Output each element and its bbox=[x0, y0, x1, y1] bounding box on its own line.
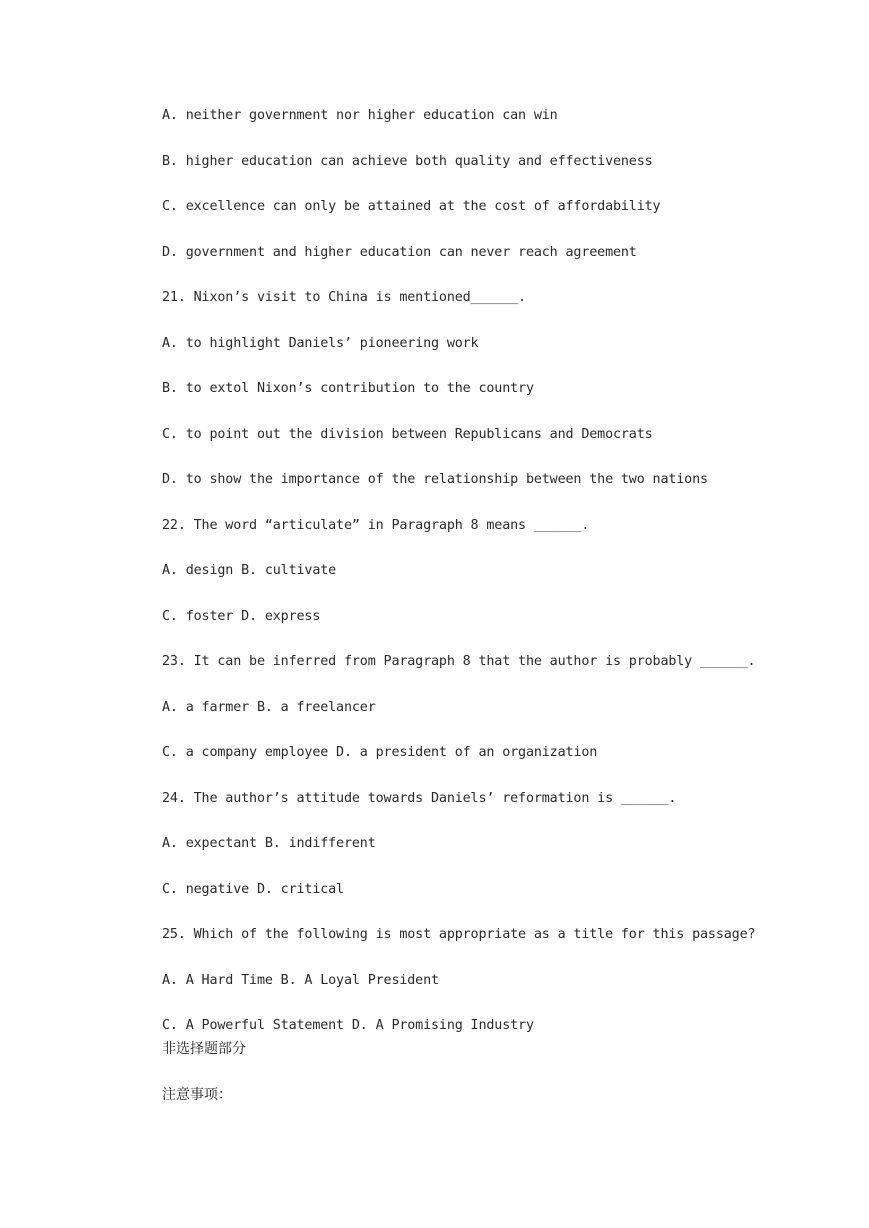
q21-option-c: C. to point out the division between Republicans and Democrats bbox=[162, 427, 653, 442]
section-heading: 非选择题部分 bbox=[162, 1041, 246, 1057]
question-22: 22. The word “articulate” in Paragraph 8 means ______. bbox=[162, 518, 590, 533]
q20-option-b: B. higher education can achieve both quality and effectiveness bbox=[162, 154, 653, 169]
q22-options-cd: C. foster D. express bbox=[162, 609, 321, 624]
q21-option-d: D. to show the importance of the relationship between the two nations bbox=[162, 472, 708, 487]
q20-option-d: D. government and higher education can never reach agreement bbox=[162, 245, 637, 260]
q25-options-cd: C. A Powerful Statement D. A Promising Industry bbox=[162, 1018, 534, 1033]
notes-heading: 注意事项： bbox=[162, 1087, 232, 1103]
question-23: 23. It can be inferred from Paragraph 8 that the author is probably ______. bbox=[162, 654, 756, 669]
q23-options-cd: C. a company employee D. a president of an organization bbox=[162, 745, 598, 760]
q24-options-ab: A. expectant B. indifferent bbox=[162, 836, 376, 851]
q22-options-ab: A. design B. cultivate bbox=[162, 563, 337, 578]
question-21: 21. Nixon’s visit to China is mentioned______. bbox=[162, 290, 526, 305]
q21-option-b: B. to extol Nixon’s contribution to the country bbox=[162, 381, 534, 396]
q23-options-ab: A. a farmer B. a freelancer bbox=[162, 700, 376, 715]
question-25: 25. Which of the following is most appropriate as a title for this passage? bbox=[162, 927, 756, 942]
question-24: 24. The author’s attitude towards Daniels’ reformation is ______. bbox=[162, 791, 677, 806]
q20-option-c: C. excellence can only be attained at the cost of affordability bbox=[162, 199, 661, 214]
q24-options-cd: C. negative D. critical bbox=[162, 882, 344, 897]
q21-option-a: A. to highlight Daniels’ pioneering work bbox=[162, 336, 479, 351]
q25-options-ab: A. A Hard Time B. A Loyal President bbox=[162, 973, 439, 988]
q20-option-a: A. neither government nor higher education can win bbox=[162, 108, 558, 123]
